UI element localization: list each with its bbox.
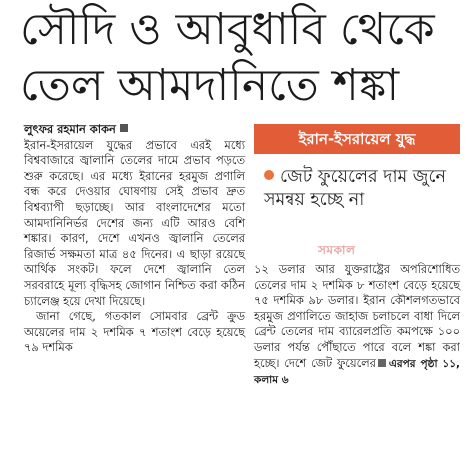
article-paragraph: জানা গেছে, গতকাল সোমবার ব্রেন্ট ক্রুড অয়েলের দাম ২ দশমিক ৭ শতাংশ বেড়ে হয়েছে ৭৯ দশমিক <box>24 309 245 355</box>
continuation-text: এরপর পৃষ্ঠা ১১, কলাম ৬ <box>254 357 460 387</box>
article-left-column <box>24 122 245 356</box>
byline-author: লুৎফর রহমান কাকন <box>24 122 116 136</box>
pull-quote-text: জেট ফুয়েলের দাম জুনে সমন্বয় হচ্ছে না <box>264 167 446 210</box>
watermark: সমকাল <box>318 243 356 257</box>
square-bullet-icon <box>378 359 386 367</box>
article-right-column <box>254 262 460 389</box>
article-paragraph: ১২ ডলার আর যুক্তরাষ্ট্রের অপরিশোধিত তেলের দাম ২ দশমিক ৮ শতাংশ বেড়ে হয়েছে ৭৫ দশমিক ৯৮ ডলার। ইরান কৌশলগতভাবে হরমুজ প্রণালিতে জাহাজ চলাচলে বাধা দিলে ব্রেন্ট তেলের দাম ব্যারেলপ্রতি কমপক্ষে ১০০ ডলার পর্যন্ত পৌঁছাতে পারে বলে শঙ্কা করা হচ্ছে। দেশে জেট ফুয়েলের <box>254 262 460 370</box>
headline-line-2: তেল আমদানিতে শঙ্কা <box>20 60 400 111</box>
bullet-dot-icon <box>264 170 274 180</box>
square-bullet-icon <box>120 124 128 132</box>
section-banner: ইরান-ইসরায়েল যুদ্ধ <box>254 124 460 154</box>
pull-quote <box>264 166 460 212</box>
headline-line-1: সৌদি ও আবুধাবি থেকে <box>20 4 435 55</box>
byline <box>24 122 245 138</box>
article-paragraph: ইরান-ইসরায়েল যুদ্ধের প্রভাবে এরই মধ্যে বিশ্ববাজারে জ্বালানি তেলের দামে প্রভাব পড়তে শুরু করেছে। এর মধ্যে ইরানের হরমুজ প্রণালি বন্ধ করে দেওয়ার ঘোষণায় সেই প্রভাব দ্রুত বিশ্বব্যাপী ছড়াচ্ছে। আর বাংলাদেশের মতো আমদানিনির্ভর দেশের জন্য এটি আরও বেশি শঙ্কার। কারণ, দেশে এখনও জ্বালানি তেলের রিজার্ভ সক্ষমতা মাত্র ৪৫ দিনের। এ ছাড়া রয়েছে আর্থিক সংকট। ফলে দেশে জ্বালানি তেল সরবরাহে মূল্য বৃদ্ধিসহ জোগান নিশ্চিত করা কঠিন চ্যালেঞ্জ হয়ে দেখা দিয়েছে। <box>24 137 245 308</box>
